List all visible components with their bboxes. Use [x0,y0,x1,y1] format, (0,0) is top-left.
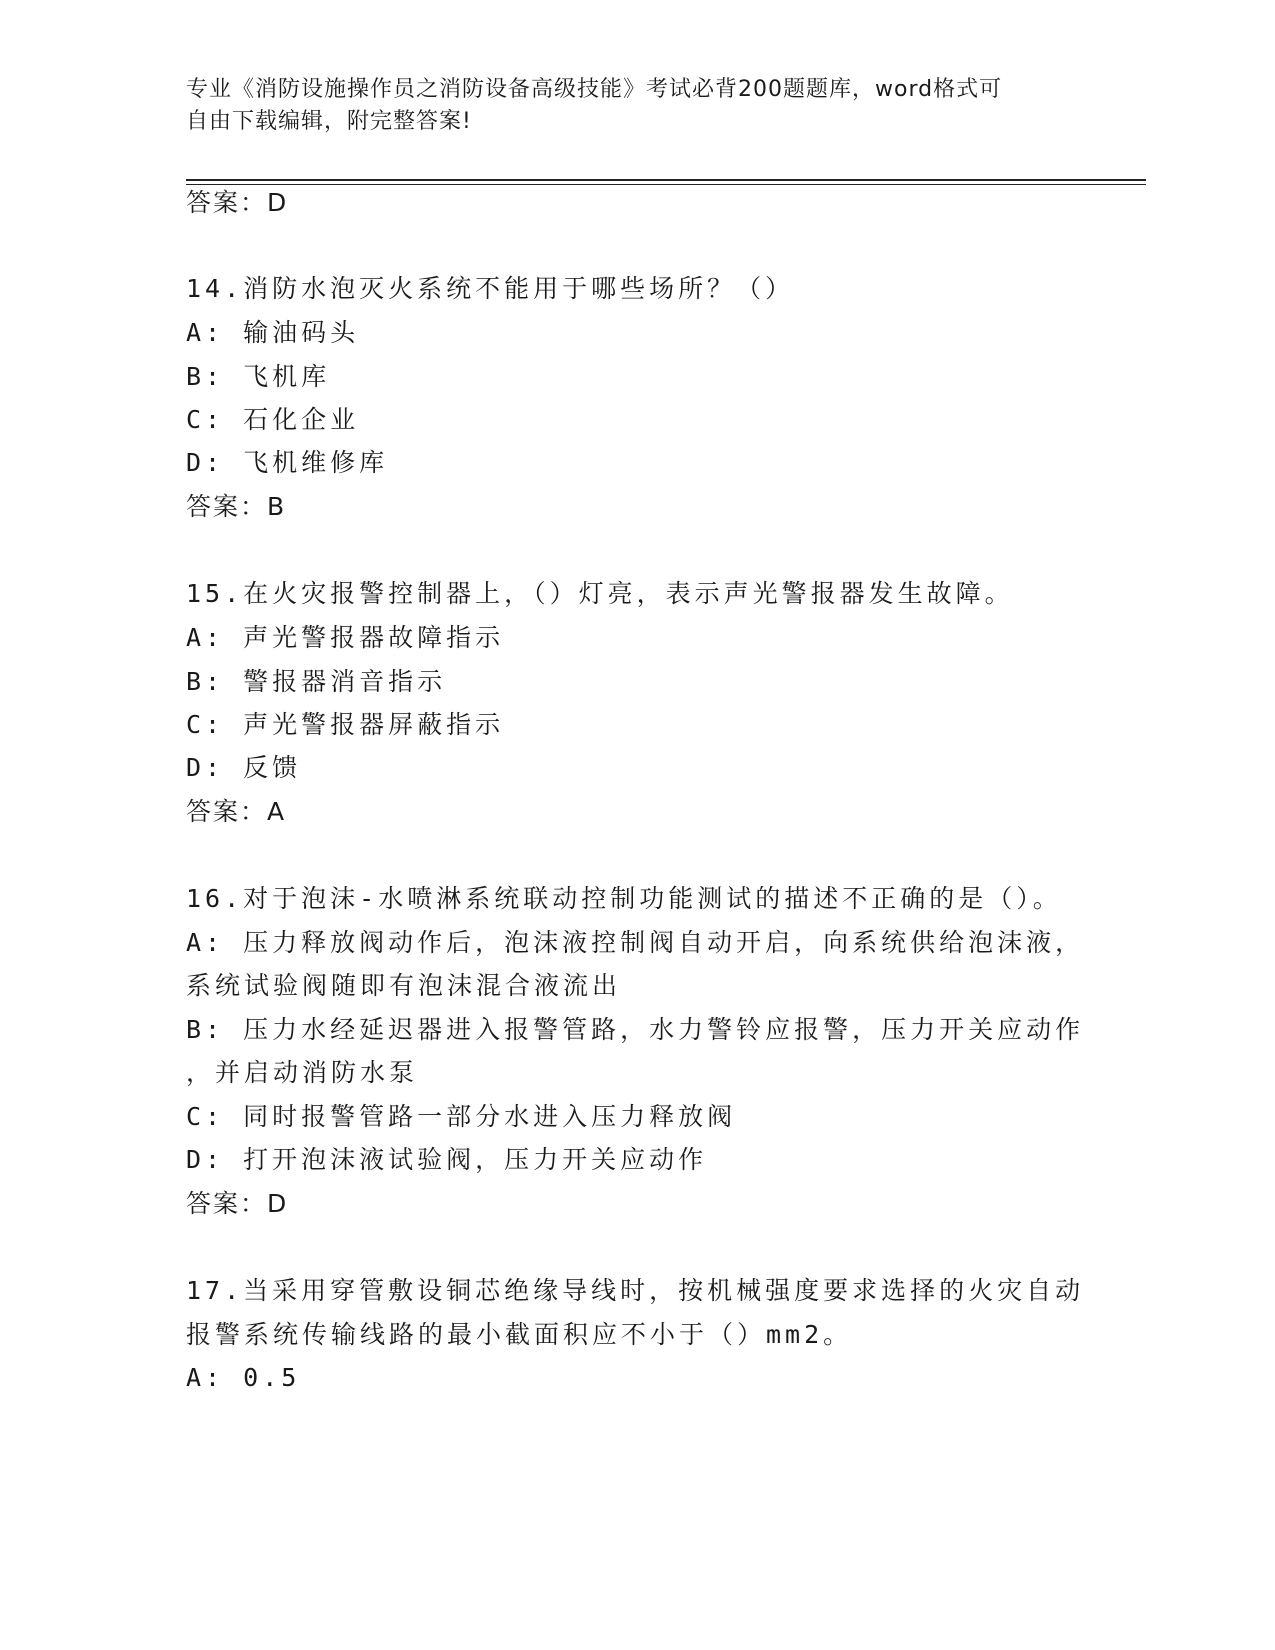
option-line: D: 打开泡沫液试验阀，压力开关应动作 [186,1145,708,1174]
header-line-2: 自由下载编辑，附完整答案! [186,109,472,134]
option-line: A: 压力释放阀动作后，泡沫液控制阀自动开启，向系统供给泡沫液， [186,928,1085,957]
option-line: B: 压力水经延迟器进入报警管路，水力警铃应报警，压力开关应动作 [186,1015,1085,1044]
header-line-1: 专业《消防设施操作员之消防设备高级技能》考试必背200题题库，word格式可 [186,77,1003,102]
option-line: C: 石化企业 [186,405,360,434]
option-line: B: 飞机库 [186,362,331,391]
header-divider-thick [186,179,1146,181]
option-line: D: 反馈 [186,753,302,782]
option-line: D: 飞机维修库 [186,448,389,477]
option-line: A: 输油码头 [186,318,360,347]
option-line: A: 声光警报器故障指示 [186,623,505,652]
question-stem: 15.在火灾报警控制器上，（）灯亮，表示声光警报器发生故障。 [186,579,1014,608]
question-stem: 17.当采用穿管敷设铜芯绝缘导线时，按机械强度要求选择的火灾自动 [186,1276,1085,1305]
option-line: C: 声光警报器屏蔽指示 [186,710,505,739]
option-line: 系统试验阀随即有泡沫混合液流出 [186,971,622,1000]
option-line: B: 警报器消音指示 [186,667,447,696]
header-divider-thin [186,184,1146,185]
answer-line: 答案：B [186,492,287,521]
answer-line: 答案：A [186,797,287,826]
question-stem-continued: 报警系统传输线路的最小截面积应不小于（）mm2。 [186,1320,853,1349]
option-line: C: 同时报警管路一部分水进入压力释放阀 [186,1102,737,1131]
question-stem: 14.消防水泡灭火系统不能用于哪些场所？（） [186,274,795,303]
option-line: A: 0.5 [186,1363,301,1392]
question-stem: 16.对于泡沫-水喷淋系统联动控制功能测试的描述不正确的是（）。 [186,884,1062,913]
option-line: ，并启动消防水泵 [186,1058,419,1087]
answer-line: 答案：D [186,188,289,217]
document-header [186,74,1086,138]
answer-line: 答案：D [186,1189,289,1218]
